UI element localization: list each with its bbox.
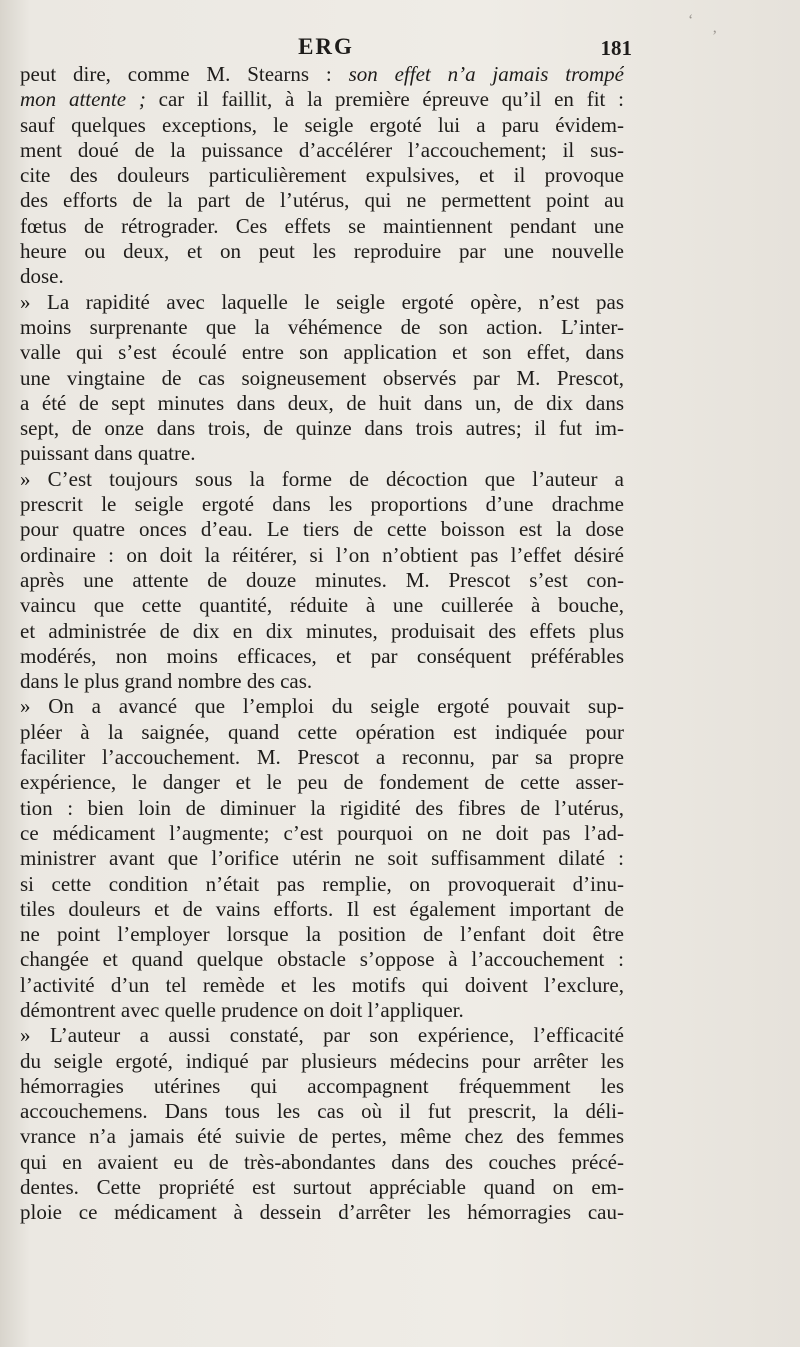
line-text: fœtus de rétrograder. Ces effets se maintiennent pendant une xyxy=(20,213,624,238)
line-text: tiles douleurs et de vains efforts. Il est également important de xyxy=(20,896,624,921)
text-line xyxy=(20,720,624,745)
line-text: démontrent avec quelle prudence on doit l’appliquer. xyxy=(20,997,464,1022)
line-text: » La rapidité avec laquelle le seigle ergoté opère, n’est pas xyxy=(20,289,624,314)
line-text: vrance n’a jamais été suivie de pertes, même chez des femmes xyxy=(20,1124,624,1149)
text-line xyxy=(20,1074,624,1099)
text-line xyxy=(20,62,624,87)
line-text: ordinaire : on doit la réitérer, si l’on n’obtient pas l’effet désiré xyxy=(20,542,624,567)
line-text: pléer à la saignée, quand cette opération est indiquée pour xyxy=(20,719,624,744)
line-text: sauf quelques exceptions, le seigle ergoté lui a paru évidem- xyxy=(20,112,624,137)
text-line xyxy=(20,492,624,517)
italic-text: son effet n’a jamais trompé xyxy=(348,62,624,86)
line-text: puissant dans quatre. xyxy=(20,441,196,466)
line-text: dans le plus grand nombre des cas. xyxy=(20,669,313,694)
text-line xyxy=(20,694,624,719)
line-text: a été de sept minutes dans deux, de huit dans un, de dix dans xyxy=(20,390,624,415)
text-line xyxy=(20,138,624,163)
text-line xyxy=(20,1124,624,1149)
line-text: vaincu que cette quantité, réduite à une cuillerée à bouche, xyxy=(20,593,624,618)
running-head: ERG xyxy=(298,34,354,59)
line-text: ploie ce médicament à dessein d’arrêter les hémorragies cau- xyxy=(20,1200,624,1225)
margin-mark: ‘ xyxy=(688,12,694,29)
line-text: ministrer avant que l’orifice utérin ne soit suffisamment dilaté : xyxy=(20,846,624,871)
line-text: moins surprenante que la véhémence de son action. L’inter- xyxy=(20,314,624,339)
text-line xyxy=(20,669,624,694)
text-line xyxy=(20,188,624,213)
text-line xyxy=(20,644,624,669)
text-line xyxy=(20,416,624,441)
text-line xyxy=(20,568,624,593)
text-line xyxy=(20,290,624,315)
line-text: une vingtaine de cas soigneusement observés par M. Prescot, xyxy=(20,365,624,390)
text-line xyxy=(20,163,624,188)
text-line xyxy=(20,366,624,391)
text-line xyxy=(20,239,624,264)
text-line xyxy=(20,821,624,846)
text-line xyxy=(20,973,624,998)
line-text: dentes. Cette propriété est surtout appréciable quand on em- xyxy=(20,1175,624,1200)
text-line xyxy=(20,998,624,1023)
line-text: accouchemens. Dans tous les cas où il fut prescrit, la déli- xyxy=(20,1099,624,1124)
text-line xyxy=(20,796,624,821)
line-text: tion : bien loin de diminuer la rigidité des fibres de l’utérus, xyxy=(20,795,624,820)
line-text: ce médicament l’augmente; c’est pourquoi on ne doit pas l’ad- xyxy=(20,820,624,845)
text-line xyxy=(20,846,624,871)
line-text: après une attente de douze minutes. M. Prescot s’est con- xyxy=(20,567,624,592)
line-text: sept, de onze dans trois, de quinze dans trois autres; il fut im- xyxy=(20,416,624,441)
line-text: » L’auteur a aussi constaté, par son expérience, l’efficacité xyxy=(20,1023,624,1048)
line-text: qui en avaient eu de très-abondantes dans des couches précé- xyxy=(20,1149,624,1174)
line-text: peut dire, comme M. Stearns : xyxy=(20,62,349,86)
text-line xyxy=(20,1175,624,1200)
line-text: ment doué de la puissance d’accélérer l’accouchement; il sus- xyxy=(20,137,624,162)
line-text: car il faillit, à la première épreuve qu’il en fit : xyxy=(145,87,624,112)
text-line xyxy=(20,593,624,618)
text-line xyxy=(20,1023,624,1048)
line-text: cite des douleurs particulièrement expulsives, et il provoque xyxy=(20,163,624,188)
text-line xyxy=(20,1049,624,1074)
line-text: » On a avancé que l’emploi du seigle ergoté pouvait sup- xyxy=(20,694,624,719)
line-text: du seigle ergoté, indiqué par plusieurs médecins pour arrêter les xyxy=(20,1048,624,1073)
line-text: et administrée de dix en dix minutes, produisait des effets plus xyxy=(20,618,624,643)
text-line xyxy=(20,1200,624,1225)
text-line xyxy=(20,340,624,365)
line-text: changée et quand quelque obstacle s’oppose à l’accouchement : xyxy=(20,947,624,972)
text-line xyxy=(20,922,624,947)
text-line xyxy=(20,87,624,112)
line-text: hémorragies utérines qui accompagnent fréquemment les xyxy=(20,1073,624,1098)
text-line xyxy=(20,113,624,138)
line-text: expérience, le danger et le peu de fondement de cette asser- xyxy=(20,770,624,795)
line-text: ne point l’employer lorsque la position de l’enfant doit être xyxy=(20,922,624,947)
text-line xyxy=(20,872,624,897)
text-line xyxy=(20,517,624,542)
text-line xyxy=(20,1099,624,1124)
line-text: prescrit le seigle ergoté dans les proportions d’une drachme xyxy=(20,492,624,517)
line-text: l’activité d’un tel remède et les motifs qui doivent l’exclure, xyxy=(20,972,624,997)
text-line xyxy=(20,315,624,340)
text-line xyxy=(20,619,624,644)
line-text: faciliter l’accouchement. M. Prescot a reconnu, par sa propre xyxy=(20,745,624,770)
text-line xyxy=(20,467,624,492)
text-line xyxy=(20,441,624,466)
line-text: si cette condition n’était pas remplie, on provoquerait d’inu- xyxy=(20,871,624,896)
line-text: valle qui s’est écoulé entre son application et son effet, dans xyxy=(20,340,624,365)
line-text: heure ou deux, et on peut les reproduire par une nouvelle xyxy=(20,239,624,264)
line-text: des efforts de la part de l’utérus, qui ne permettent point au xyxy=(20,188,624,213)
body-text xyxy=(20,62,624,1226)
text-line xyxy=(20,745,624,770)
line-text: » C’est toujours sous la forme de décoction que l’auteur a xyxy=(20,466,624,491)
margin-mark: ’ xyxy=(712,28,718,45)
text-line xyxy=(20,543,624,568)
text-line xyxy=(20,947,624,972)
text-line xyxy=(20,264,624,289)
italic-text: mon attente ; xyxy=(20,87,146,112)
text-line xyxy=(20,1150,624,1175)
text-line xyxy=(20,391,624,416)
line-text: modérés, non moins efficaces, et par conséquent préférables xyxy=(20,643,624,668)
text-line xyxy=(20,214,624,239)
line-text: pour quatre onces d’eau. Le tiers de cette boisson est la dose xyxy=(20,517,624,542)
text-line xyxy=(20,770,624,795)
page-number: 181 xyxy=(600,36,632,60)
line-text: dose. xyxy=(20,264,64,289)
text-line xyxy=(20,897,624,922)
